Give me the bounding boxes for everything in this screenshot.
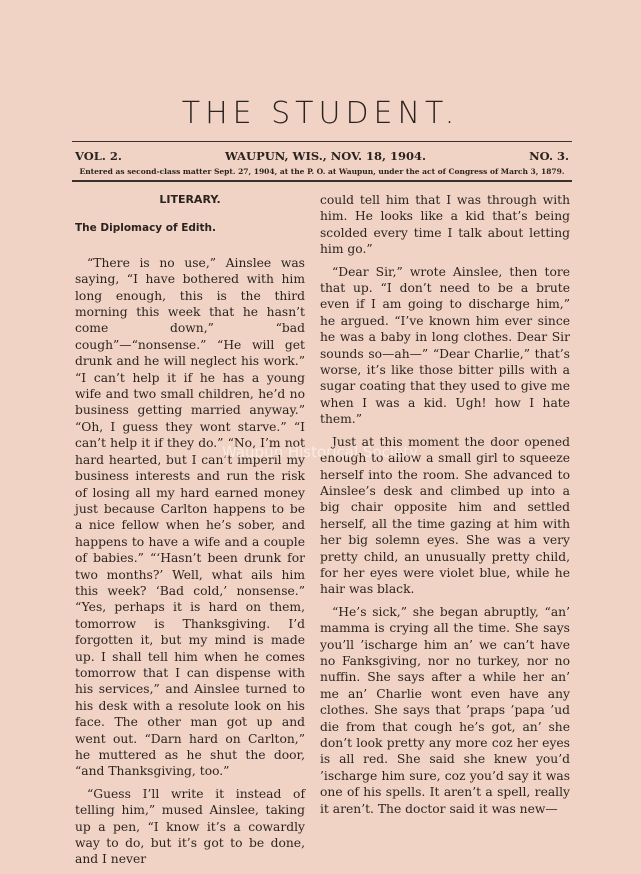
story-title: The Diplomacy of Edith. (75, 222, 217, 235)
right-column (320, 192, 570, 823)
left-column (75, 188, 305, 874)
issue-number: NO. 3. (529, 149, 569, 163)
issue-info-row (75, 149, 569, 163)
watermark: Waupun Historical Society (221, 443, 418, 461)
story-paragraph: could tell him that I was through with him. He looks like a kid that’s being scolded every time I talk about letting him go.” (320, 193, 570, 257)
section-heading: LITERARY. (159, 193, 221, 206)
story-paragraph: Just at this moment the door opened enough to allow a small girl to squeeze herself into the room. She advanced to Ainslee’s desk and climbed up into a big chair opposite him and settled herself, all the time gazing at him with her big solemn eyes. She was a very pretty child, an unusually pretty child, for her eyes were violet blue, while he hair was black. (320, 434, 570, 597)
volume-label: VOL. 2. (75, 149, 122, 163)
story-paragraph: “He’s sick,” she began abruptly, “an’ mamma is crying all the time. She says you’ll ’ischarge him an’ we can’t have no Fanksgiving, nor no turkey, nor no nuffin. She says after a while her an’ me an’ Charlie wont even have any clothes. She says that ’praps ’papa ’ud die from that cough he’s got, an’ she don’t look pretty any more coz her eyes is all red. She said she knew you’d ’ischarge him sure, coz you’d say it was one of his spells. It aren’t a spell, really it aren’t. The doctor said it was new— (320, 604, 570, 816)
story-paragraph: “Dear Sir,” wrote Ainslee, then tore that up. “I don’t need to be a brute even if I am going to discharge him,” he argued. “I’ve known him ever since he was a baby in long clothes. Dear Sir sounds so—ah—” “Dear Charlie,” that’s worse, it’s like those bitter pills with a sugar coating that they used to give me when I was a kid. Ugh! how I hate them.” (320, 264, 570, 427)
bottom-rule (72, 180, 572, 182)
story-paragraph: “There is no use,” Ainslee was saying, “I have bothered with him long enough, this is the third morning this week that he hasn’t come down,” “bad cough”—“nonsense.” “He will get drunk and he will neglect his work.” “I can’t help it if he has a young wife and two small children, he’d no business getting married anyway.” “Oh, I guess they wont starve.” “I can’t help it if they do.” “No, I’m not hard hearted, but I can’t imperil my business interests and run the risk of losing all my hard earned money just because Carlton happens to be a nice fellow when he’s sober, and happens to have a wife and a couple of babies.” “‘Hasn’t been drunk for two months?’ Well, what ails him this week? ‘Bad cold,’ nonsense.” “Yes, perhaps it is hard on them, tomorrow is Thanksgiving. I’d forgotten it, but my mind is made up. I shall tell him when he comes tomorrow that I can dispense with his services,” and Ainslee turned to his desk with a resolute look on his face. The other man got up and went out. “Darn hard on Carlton,” he muttered as he shut the door, “and Thanksgiving, too.” (75, 255, 305, 779)
top-rule (72, 141, 572, 142)
postal-entry-notice: Entered as second-class matter Sept. 27, 1904, at the P. O. at Waupun, under the act of Congress of March 3, 1879. (79, 167, 565, 176)
story-paragraph: “Guess I’ll write it instead of telling him,” mused Ainslee, taking up a pen, “I know it’s a cowardly way to do, but it’s got to be done, and I never (75, 786, 305, 867)
masthead-title: THE STUDENT. (181, 96, 460, 131)
dateline: WAUPUN, WIS., NOV. 18, 1904. (224, 149, 427, 163)
